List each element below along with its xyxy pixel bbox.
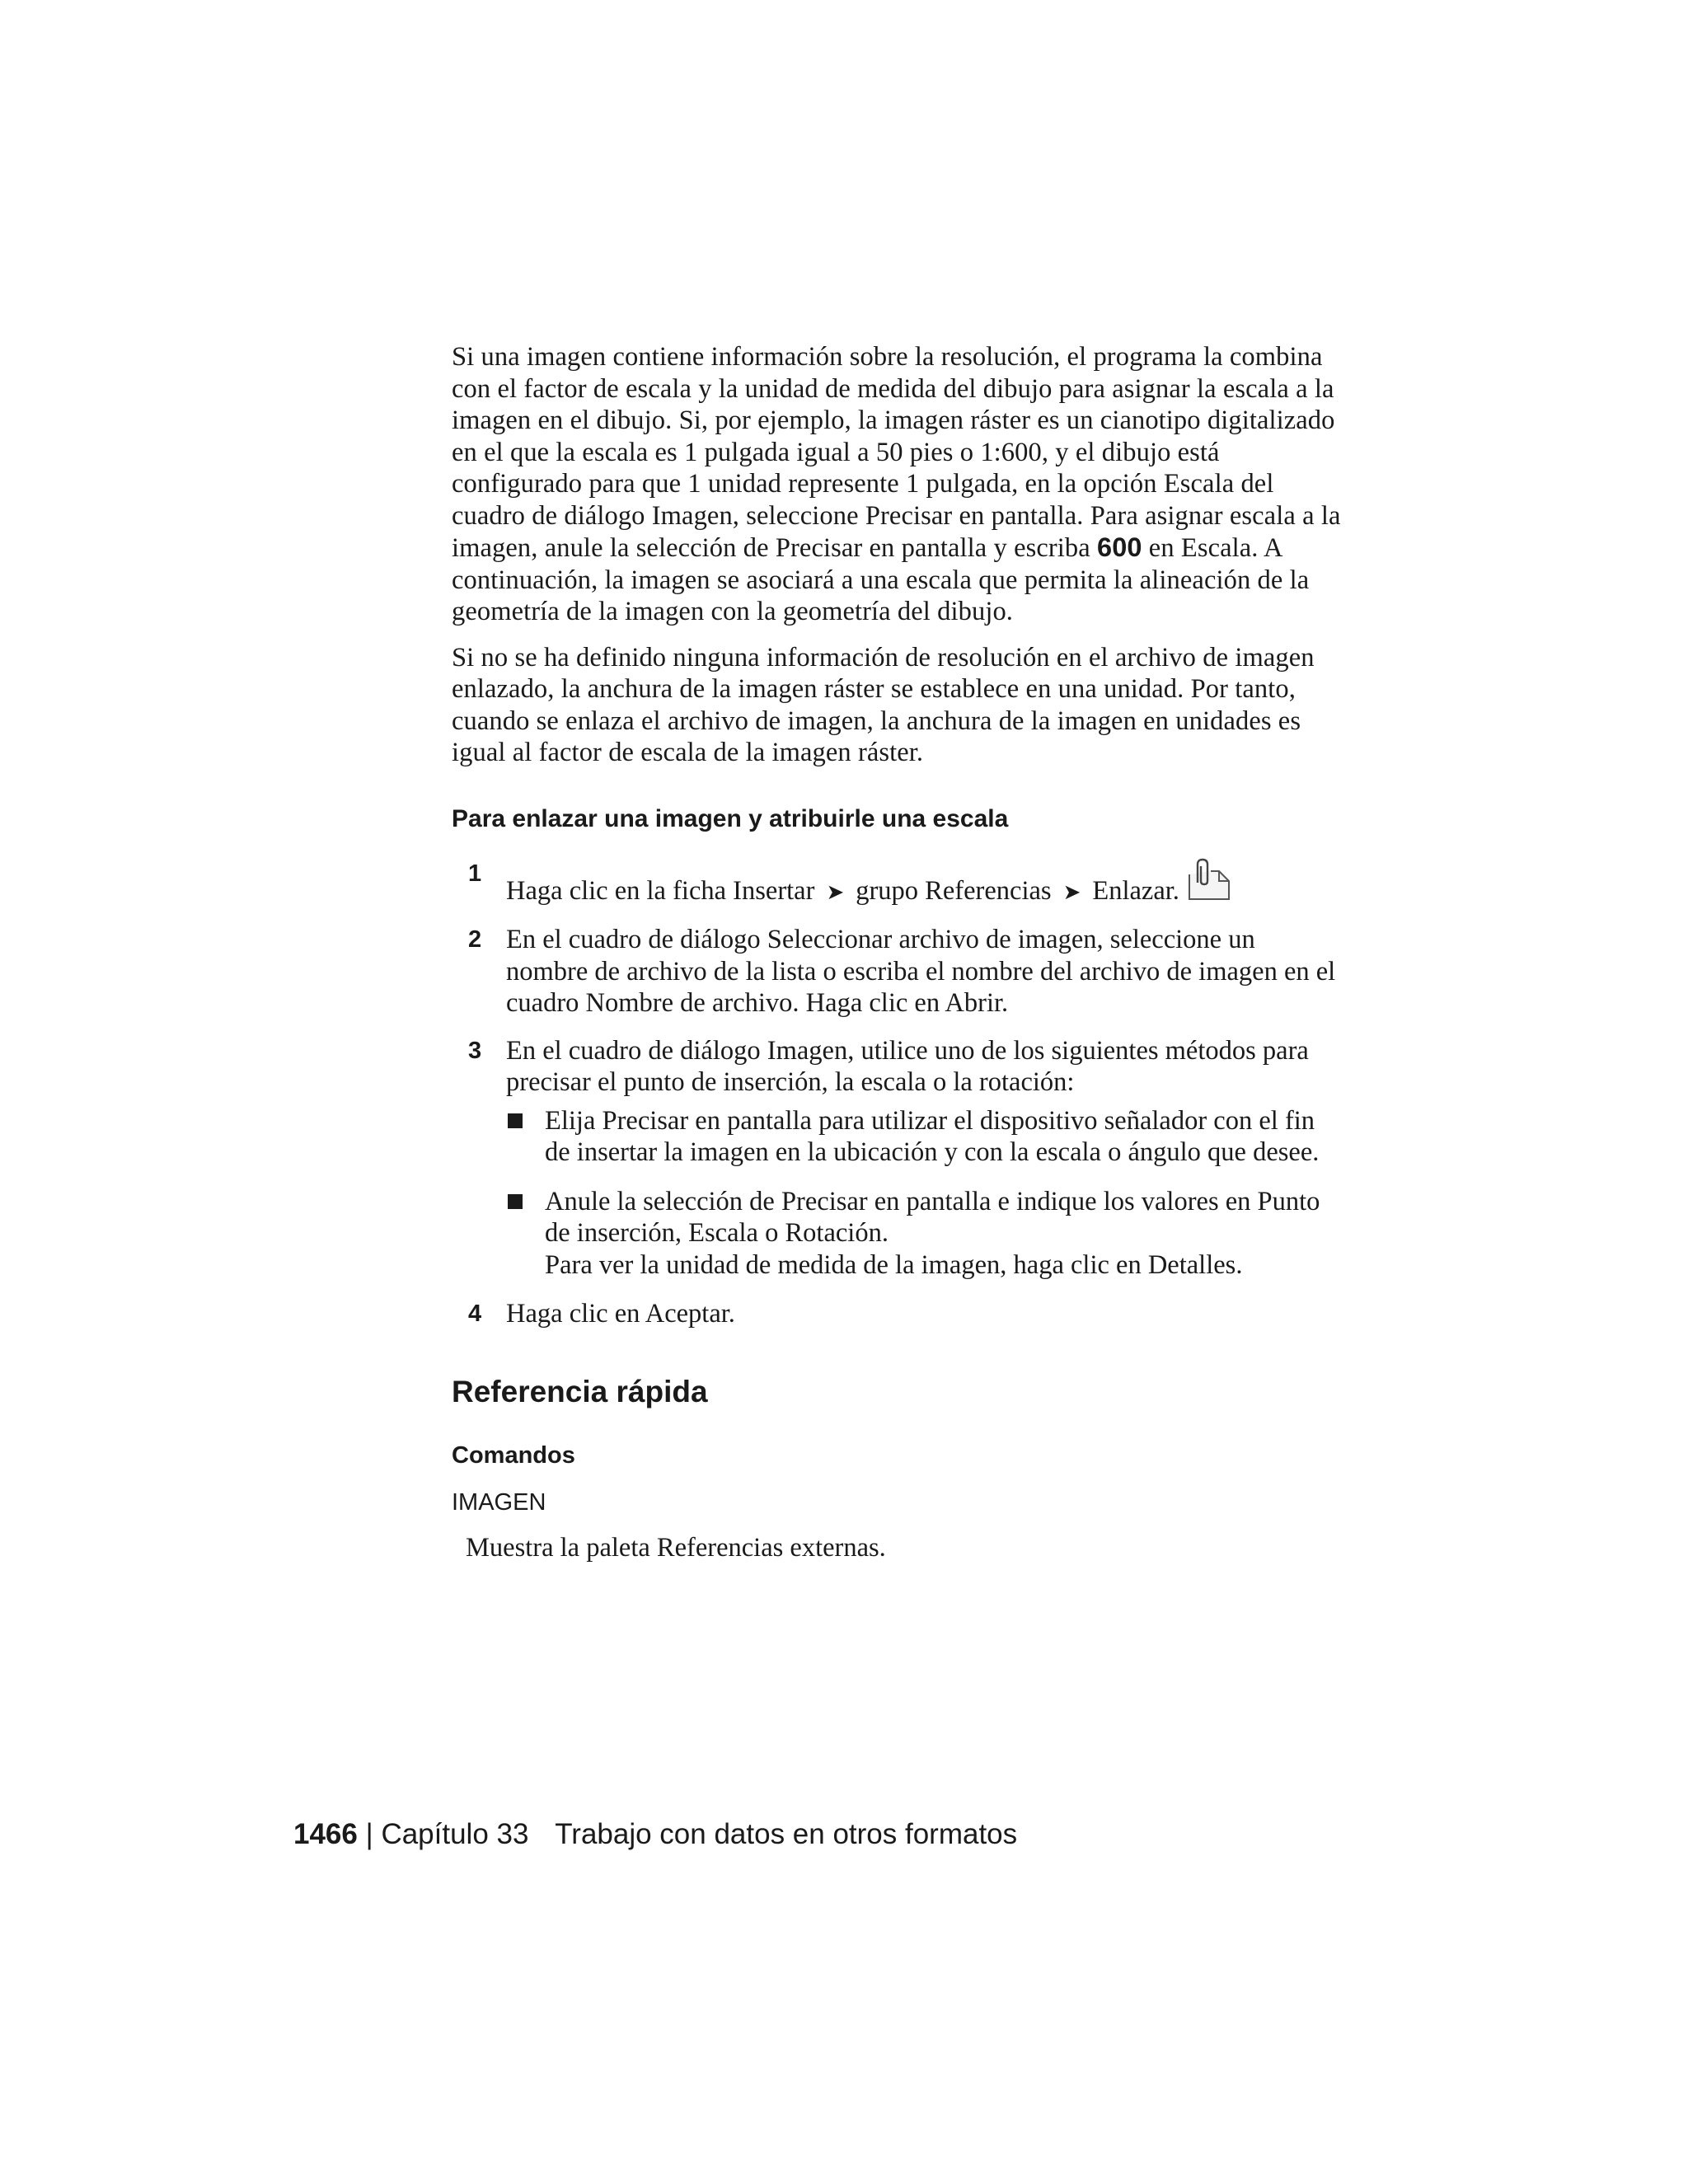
paragraph-no-resolution: Si no se ha definido ninguna información de resolución en el archivo de imagen enlazado, la anchura de la imagen ráster se establece en una unidad. Por tanto, cuando se enlaza el archivo de imagen, la anchura de la imagen en unidades es igual al factor de escala de la imagen ráster.	[452, 642, 1315, 767]
command-name: IMAGEN	[452, 1488, 546, 1516]
bold-value: 600	[1097, 532, 1142, 562]
page-footer	[293, 1818, 1017, 1851]
commands-title: Comandos	[452, 1441, 575, 1469]
arrow-icon: ➤	[826, 879, 845, 905]
step-4	[452, 1298, 1342, 1330]
bullet-item	[506, 1105, 1342, 1169]
step-number: 4	[468, 1301, 482, 1327]
step-1	[452, 858, 1342, 909]
bullet-text: Elija Precisar en pantalla para utilizar el dispositivo señalador con el fin de insertar la imagen en la ubicación y con la escala o ángulo que desee.	[545, 1105, 1320, 1167]
paragraph-text: en Escala. A continuación, la imagen se asociará a una escala que permita la alineación de la geometría de la imagen con la geometría del dibujo.	[452, 533, 1310, 626]
page-number: 1466	[293, 1818, 358, 1850]
step-3-bullets	[506, 1105, 1342, 1282]
step-number: 1	[468, 860, 482, 887]
step-1-part3: Enlazar.	[1092, 875, 1179, 906]
bullet-text: Anule la selección de Precisar en pantalla e indique los valores en Punto de inserción, Escala o Rotación.	[545, 1186, 1320, 1248]
chapter-title: Trabajo con datos en otros formatos	[555, 1818, 1018, 1850]
footer-separator: |	[365, 1818, 373, 1850]
step-1-part2: grupo Referencias	[856, 875, 1052, 906]
step-3-text: En el cuadro de diálogo Imagen, utilice uno de los siguientes métodos para precisar el punto de inserción, la escala o la rotación:	[506, 1035, 1309, 1097]
step-2	[452, 924, 1342, 1019]
arrow-icon: ➤	[1062, 879, 1081, 905]
paragraph-resolution	[452, 341, 1342, 628]
paperclip-icon	[1186, 858, 1232, 904]
step-3	[452, 1035, 1342, 1282]
square-bullet-icon	[508, 1194, 523, 1209]
bullet-item	[506, 1186, 1342, 1282]
quick-reference-title: Referencia rápida	[452, 1374, 708, 1408]
step-1-part1: Haga clic en la ficha Insertar	[506, 875, 815, 906]
procedure-title: Para enlazar una imagen y atribuirle una escala	[452, 804, 1009, 832]
square-bullet-icon	[508, 1113, 523, 1128]
procedure-steps	[452, 858, 1342, 1330]
step-number: 2	[468, 926, 482, 953]
chapter-label: Capítulo 33	[381, 1818, 529, 1850]
step-4-text: Haga clic en Aceptar.	[506, 1299, 735, 1329]
bullet-note: Para ver la unidad de medida de la imagen, haga clic en Detalles.	[545, 1249, 1243, 1280]
page-body	[452, 341, 1342, 1563]
step-number: 3	[468, 1037, 482, 1064]
command-description: Muestra la paleta Referencias externas.	[466, 1532, 886, 1563]
paragraph-text: Si una imagen contiene información sobre la resolución, el programa la combina con el factor de escala y la unidad de medida del dibujo para asignar la escala a la imagen en el dibujo. Si, por ejemplo, la imagen ráster es un cianotipo digitalizado en el que la escala es 1 pulgada igual a 50 pies o 1:600, y el dibujo está configurado para que 1 unidad represente 1 pulgada, en la opción Escala del cuadro de diálogo Imagen, seleccione Precisar en pantalla. Para asignar escala a la imagen, anule la selección de Precisar en pantalla y escriba	[452, 342, 1341, 563]
step-2-text: En el cuadro de diálogo Seleccionar archivo de imagen, seleccione un nombre de archivo de la lista o escriba el nombre del archivo de imagen en el cuadro Nombre de archivo. Haga clic en Abrir.	[506, 925, 1336, 1018]
